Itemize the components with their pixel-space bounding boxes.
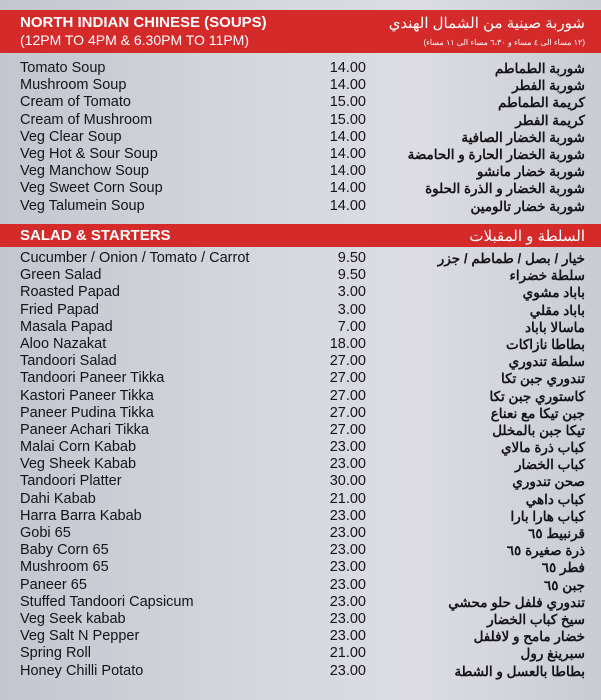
menu-item — [0, 405, 601, 422]
item-name: Paneer 65 — [20, 576, 87, 593]
item-price: 27.00 — [329, 353, 366, 370]
item-price: 27.00 — [329, 370, 366, 387]
item-name-ar: باباد مشوي — [522, 285, 585, 301]
item-name: Tomato Soup — [20, 60, 106, 76]
menu-item — [0, 508, 601, 525]
item-price: 23.00 — [329, 525, 366, 541]
item-name-ar: شوربة خضار مانشو — [476, 164, 585, 180]
item-price: 23.00 — [329, 576, 366, 593]
item-price: 27.00 — [329, 387, 366, 404]
menu-item — [0, 319, 601, 336]
item-price: 23.00 — [329, 662, 366, 679]
item-price: 23.00 — [329, 456, 366, 473]
menu-item — [0, 353, 601, 370]
item-price: 23.00 — [329, 542, 366, 559]
menu-item — [0, 112, 601, 129]
soups-header — [0, 10, 601, 53]
item-name: Veg Clear Soup — [20, 128, 122, 145]
item-name: Tandoori Salad — [20, 353, 117, 370]
menu-item — [0, 594, 601, 611]
item-price: 23.00 — [329, 559, 366, 576]
menu-item — [0, 129, 601, 146]
item-price: 9.50 — [337, 267, 366, 284]
soups-hours: (12PM TO 4PM & 6.30PM TO 11PM) — [20, 32, 250, 48]
item-name: Baby Corn 65 — [20, 542, 109, 559]
item-name: Masala Papad — [20, 318, 113, 335]
salads-title: SALAD & STARTERS — [20, 227, 171, 244]
soups-title: NORTH INDIAN CHINESE (SOUPS) — [20, 14, 267, 31]
item-name-ar: كريمة الفطر — [515, 112, 585, 128]
item-price: 21.00 — [329, 645, 366, 662]
item-name-ar: خضار مامح و لافلفل — [473, 629, 585, 645]
item-name-ar: باباد مقلي — [529, 302, 585, 318]
item-name-ar: شوربة الفطر — [512, 78, 585, 94]
item-name: Veg Talumein Soup — [20, 197, 145, 214]
item-name-ar: بطاطا بالعسل و الشطة — [454, 663, 585, 679]
menu-item — [0, 146, 601, 163]
menu-item — [0, 284, 601, 301]
item-name: Roasted Papad — [20, 284, 120, 301]
menu-item — [0, 180, 601, 197]
item-name: Kastori Paneer Tikka — [20, 387, 154, 404]
menu-item — [0, 559, 601, 576]
item-price: 14.00 — [329, 77, 366, 94]
item-name: Tandoori Platter — [20, 473, 122, 490]
item-name-ar: ذرة صغيرة ٦٥ — [506, 543, 585, 559]
salads-header — [0, 224, 601, 247]
item-price: 23.00 — [329, 593, 366, 610]
item-name-ar: جبن ٦٥ — [544, 577, 585, 593]
item-price: 15.00 — [329, 111, 366, 128]
menu-item — [0, 336, 601, 353]
item-price: 23.00 — [329, 507, 366, 524]
item-price: 14.00 — [329, 197, 366, 214]
menu-item — [0, 473, 601, 490]
item-name: Dahi Kabab — [20, 490, 96, 507]
item-name: Aloo Nazakat — [20, 335, 107, 352]
item-name: Cucumber / Onion / Tomato / Carrot — [20, 250, 250, 266]
item-name: Mushroom 65 — [20, 559, 109, 576]
menu-item — [0, 267, 601, 284]
item-price: 27.00 — [329, 421, 366, 438]
item-price: 3.00 — [337, 284, 366, 301]
item-name-ar: بطاطا نازاكات — [506, 336, 585, 352]
menu-item — [0, 663, 601, 680]
item-name: Spring Roll — [20, 645, 91, 662]
salads-title-ar: السلطة و المقبلات — [469, 228, 585, 245]
menu-item — [0, 456, 601, 473]
menu-item — [0, 491, 601, 508]
menu-item — [0, 422, 601, 439]
item-name-ar: ماسالا باباد — [525, 319, 585, 335]
item-name: Green Salad — [20, 267, 102, 284]
item-name-ar: شوربة الخضار الصافية — [461, 129, 585, 145]
item-name-ar: فطر ٦٥ — [541, 560, 585, 576]
soups-title-ar: شوربة صينية من الشمال الهندي — [388, 15, 585, 32]
menu-item — [0, 525, 601, 542]
item-name-ar: كباب داهي — [525, 491, 585, 507]
item-name: Veg Seek kabab — [20, 610, 126, 627]
item-name-ar: سلطة خضراء — [509, 268, 585, 284]
item-price: 23.00 — [329, 610, 366, 627]
menu-item — [0, 542, 601, 559]
menu-item — [0, 77, 601, 94]
item-name: Paneer Achari Tikka — [20, 421, 149, 438]
menu-item — [0, 302, 601, 319]
soups-list — [0, 60, 601, 215]
item-name-ar: صحن تندوري — [512, 474, 585, 490]
item-name: Veg Salt N Pepper — [20, 628, 140, 645]
item-price: 14.00 — [329, 145, 366, 162]
item-price: 3.00 — [337, 301, 366, 318]
item-name-ar: شوربة خضار تالومين — [470, 198, 585, 214]
item-name: Tandoori Paneer Tikka — [20, 370, 165, 387]
item-price: 14.00 — [329, 180, 366, 197]
item-name: Malai Corn Kabab — [20, 439, 137, 456]
item-price: 14.00 — [329, 60, 366, 76]
menu-item — [0, 370, 601, 387]
item-price: 30.00 — [329, 473, 366, 490]
item-name: Veg Sheek Kabab — [20, 456, 137, 473]
item-name-ar: كباب ذرة مالاي — [500, 440, 585, 456]
menu-item — [0, 94, 601, 111]
item-name-ar: تندوري فلفل حلو محشي — [448, 594, 585, 610]
item-price: 18.00 — [329, 335, 366, 352]
item-name-ar: خيار / بصل / طماطم / جزر — [437, 251, 585, 266]
item-price: 21.00 — [329, 490, 366, 507]
menu-item — [0, 198, 601, 215]
menu-item — [0, 388, 601, 405]
menu-item — [0, 163, 601, 180]
item-name-ar: شوربة الخضار و الذرة الحلوة — [425, 181, 585, 197]
item-name-ar: سيخ كباب الخضار — [487, 611, 585, 627]
item-price: 23.00 — [329, 439, 366, 456]
item-price: 7.00 — [337, 318, 366, 335]
menu-item — [0, 577, 601, 594]
item-name: Honey Chilli Potato — [20, 662, 144, 679]
item-name: Veg Sweet Corn Soup — [20, 180, 163, 197]
item-name: Veg Manchow Soup — [20, 163, 149, 180]
item-name-ar: قرنبيط ٦٥ — [528, 526, 585, 541]
item-price: 23.00 — [329, 628, 366, 645]
item-name-ar: جبن تيكا مع نعناع — [490, 405, 585, 421]
item-name-ar: شوربة الخضار الحارة و الحامضة — [407, 146, 585, 162]
item-name-ar: سلطة تندوري — [508, 354, 585, 370]
item-price: 15.00 — [329, 94, 366, 111]
item-name-ar: سبرينغ رول — [520, 646, 585, 662]
item-name-ar: كاستوري جبن تكا — [489, 388, 585, 404]
menu-item — [0, 645, 601, 662]
item-name-ar: كريمة الطماطم — [497, 95, 585, 111]
item-name-ar: كباب الخضار — [515, 457, 585, 473]
item-name-ar: تيكا جبن بالمخلل — [492, 422, 585, 438]
item-name-ar: تندوري جبن تكا — [500, 371, 585, 387]
item-price: 14.00 — [329, 128, 366, 145]
menu-item — [0, 628, 601, 645]
menu-item — [0, 439, 601, 456]
soups-hours-ar: (١٢ مساء الى ٤ مساء و ٦،٣٠ مساء الى ١١ مساء) — [423, 38, 585, 47]
menu-item — [0, 611, 601, 628]
item-name: Mushroom Soup — [20, 77, 127, 94]
item-name: Veg Hot & Sour Soup — [20, 145, 158, 162]
item-name-ar: شوربة الطماطم — [494, 61, 585, 76]
item-name: Paneer Pudina Tikka — [20, 404, 154, 421]
menu-item — [0, 60, 601, 77]
item-name: Harra Barra Kabab — [20, 507, 142, 524]
item-price: 14.00 — [329, 163, 366, 180]
item-name: Stuffed Tandoori Capsicum — [20, 593, 194, 610]
item-name: Fried Papad — [20, 301, 99, 318]
item-name: Cream of Tomato — [20, 94, 131, 111]
menu-item — [0, 250, 601, 267]
item-name-ar: كباب هارا بارا — [510, 508, 585, 524]
item-price: 9.50 — [337, 250, 366, 266]
salads-list — [0, 250, 601, 680]
item-name: Cream of Mushroom — [20, 111, 153, 128]
item-name: Gobi 65 — [20, 525, 71, 541]
item-price: 27.00 — [329, 404, 366, 421]
